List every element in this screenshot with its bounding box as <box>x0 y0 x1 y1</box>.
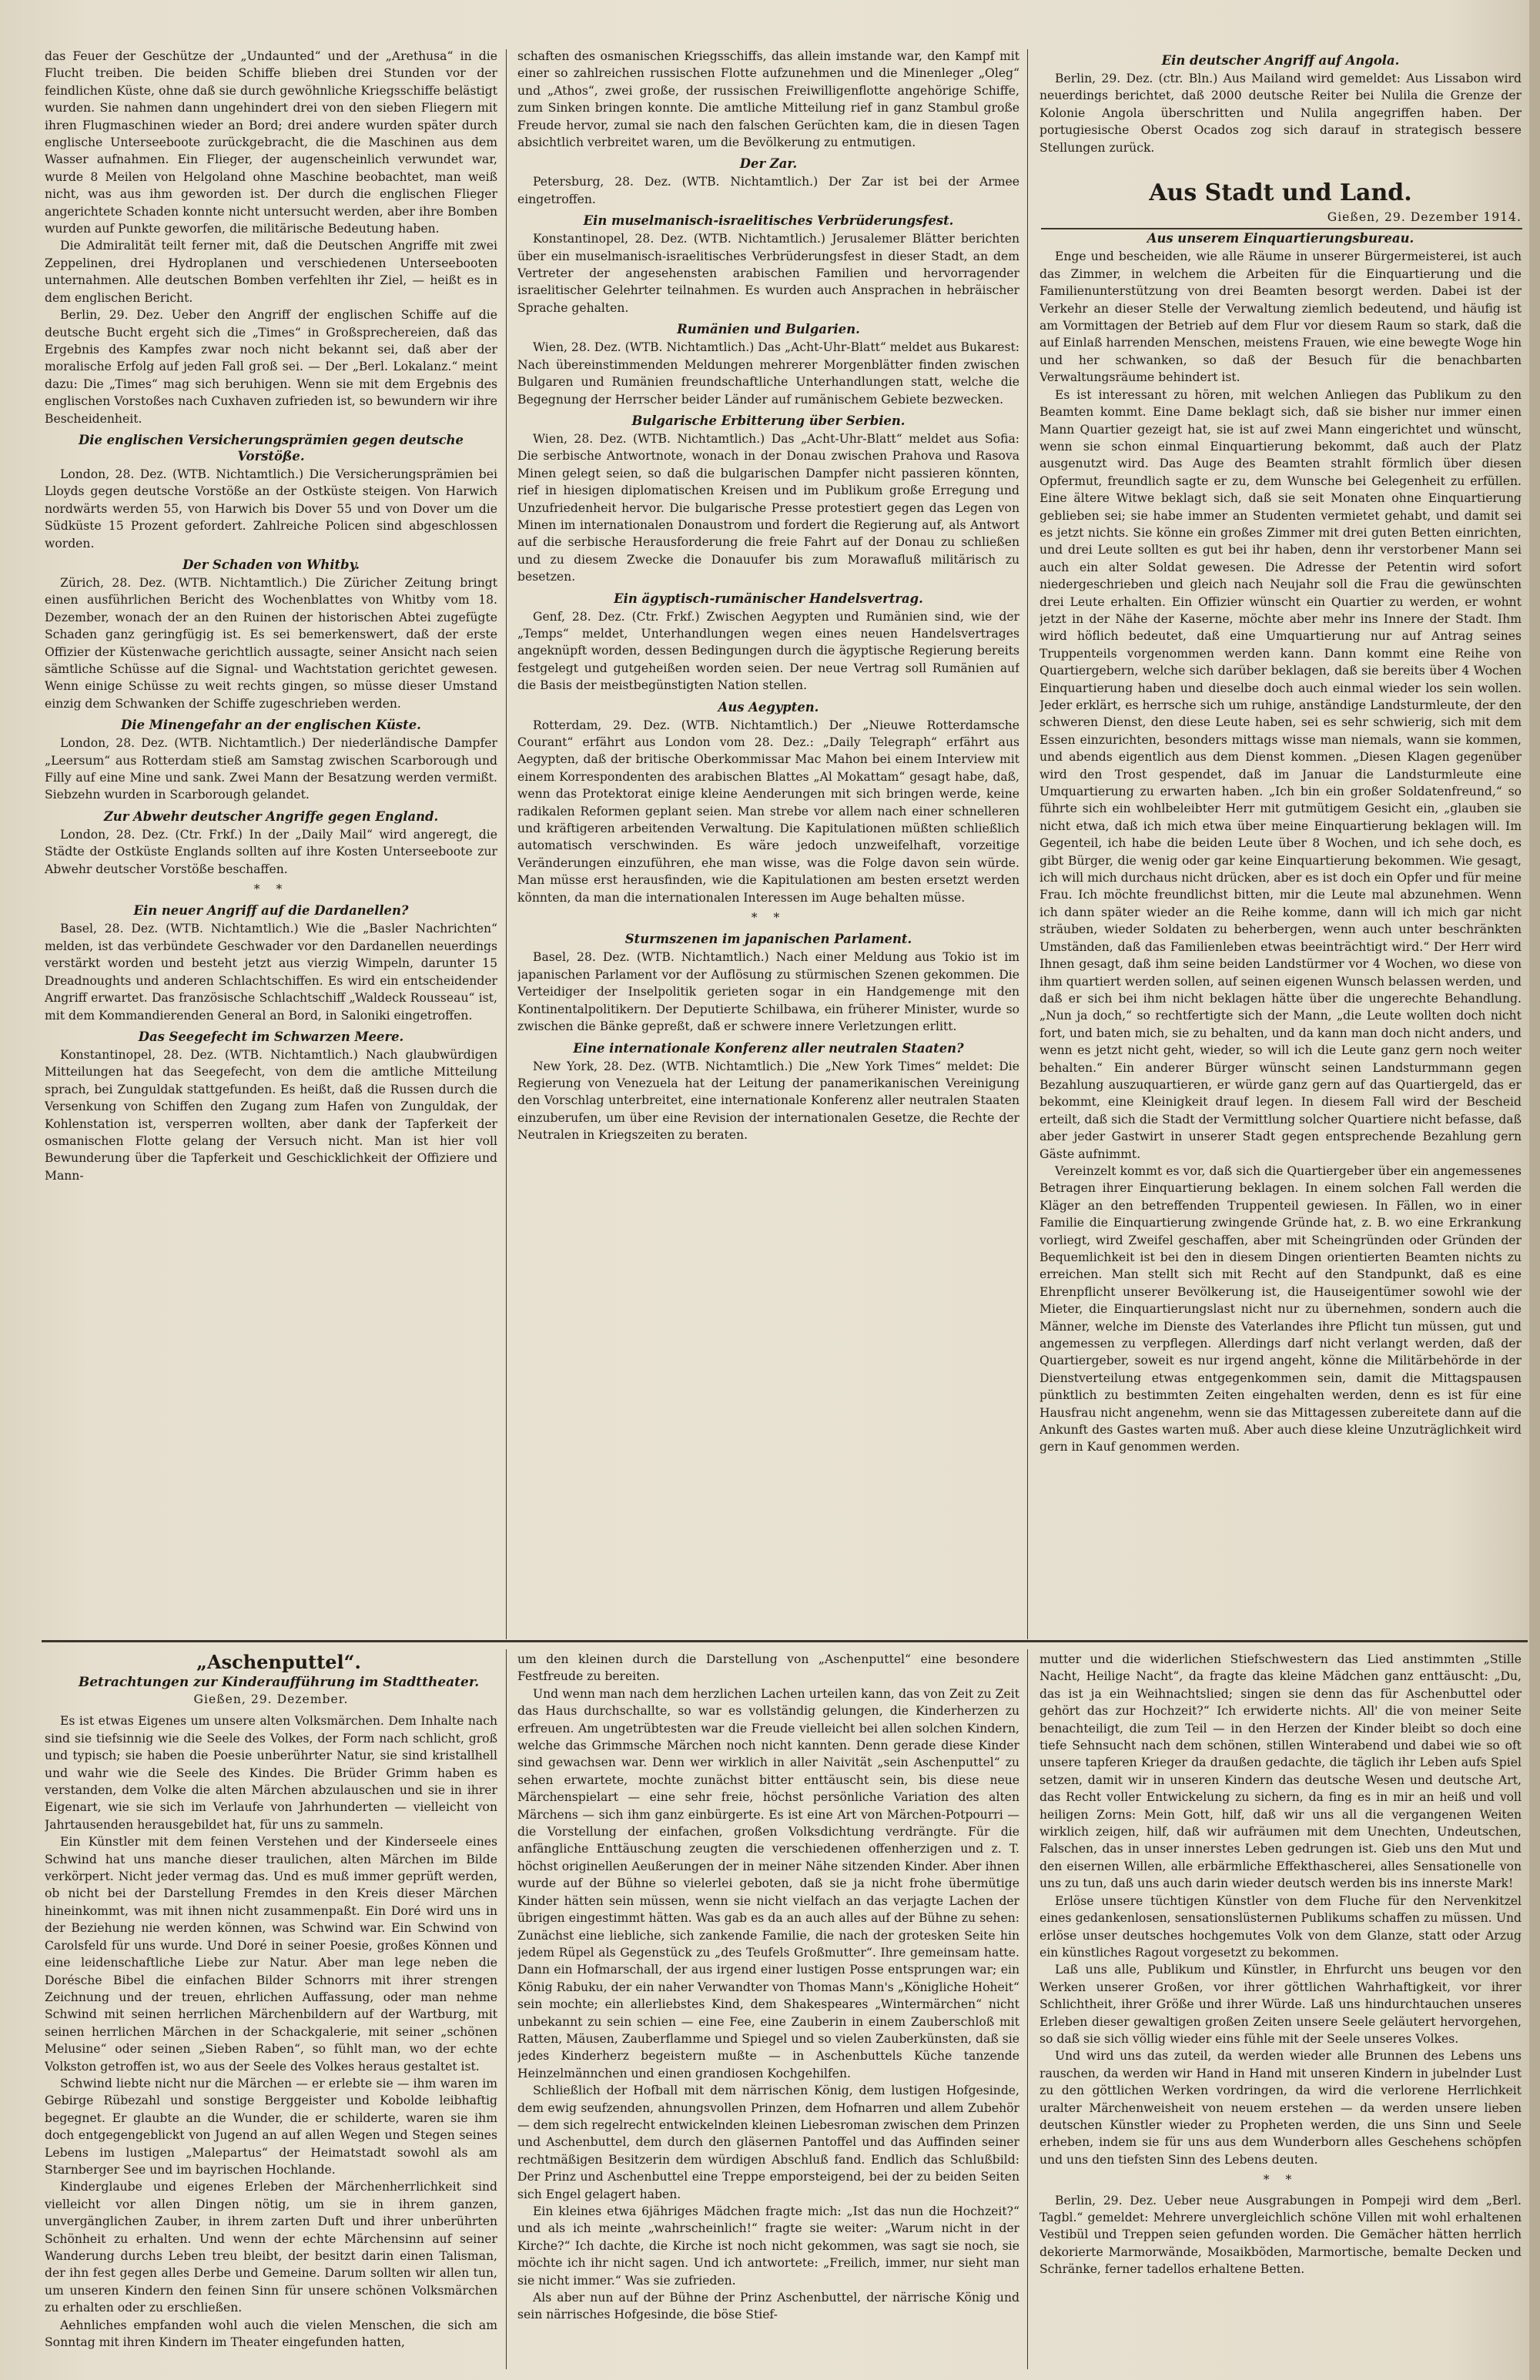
article-paragraph: Vereinzelt kommt es vor, daß sich die Quartiergeber über ein angemessenes Betragen ihrer Einquartierung beklagen. In einem solchen Fall werden die Kläger an den betreffenden Truppenteil gewiesen. In Fällen, wo in einer Familie die Einquartierung zwingende Gründe hat, z. B. wo eine Erkrankung vorliegt, wird Zweifel geschaffen, aber mit Scheingründen oder Gründen der Bequemlichkeit ist bei den in diesem Dingen orientierten Beamten nichts zu erreichen. Man stellt sich mit Recht auf den Standpunkt, daß es eine Ehrenpflicht unserer Bevölkerung ist, die Hauseigentümer sowohl wie der Mieter, die Einquartierungslast nicht nur zu übernehmen, sondern auch die Männer, welche im Dienste des Vaterlandes ihre Pflicht tun müssen, gut und angemessen zu verpflegen. Allerdings darf nicht verlangt werden, daß der Quartiergeber, soweit es nur irgend angeht, könne die Militärbehörde in der Dienstverteilung etwas entgegenkommen sein, damit die Mittagspausen pünktlich zu bestimmten Zeiten eingehalten werden, denn es ist für eine Hausfrau nicht angenehm, wenn sie das Mittagessen zubereitete dann auf die Ankunft des Gastes warten muß. Aber auch diese kleine Unzuträglichkeit wird gern in Kauf genommen werden. <box>1040 1163 1522 1454</box>
dateline: Gießen, 29. Dezember 1914. <box>1327 210 1522 225</box>
article-heading: Das Seegefecht im Schwarzen Meere. <box>138 1029 404 1044</box>
feuilleton-paragraph: Als aber nun auf der Bühne der Prinz Aschenbuttel, der närrische König und sein närrisches Hofgesinde, die böse Stief- <box>517 2291 1019 2322</box>
feuilleton-column-1 <box>45 1651 497 2367</box>
article-paragraph: Basel, 28. Dez. (WTB. Nichtamtlich.) Nach einer Meldung aus Tokio ist im japanischen Parlament vor der Auflösung zu stürmischen Szenen gekommen. Die Verteidiger der Inselpolitik gerieten sogar in ein Handgemenge mit den Kontinentalpolitikern. Der Deputierte Schilbawa, ein früherer Minister, wurde so zwischen die Bänke gepreßt, daß er schwere innere Verletzungen erlitt. <box>517 950 1019 1034</box>
article-paragraph: Konstantinopel, 28. Dez. (WTB. Nichtamtlich.) Nach glaubwürdigen Mitteilungen hat das Seegefecht, von dem die amtliche Mitteilung sprach, bei Zunguldak stattgefunden. Es heißt, daß die Russen durch die Versenkung von Schiffen den Zugang zum Hafen von Zunguldak, der Kohlenstation ist, versperren wollten, aber dank der Tapferkeit der osmanischen Flotte gelang der Versuch nicht. Man ist hier voll Bewunderung über die Tapferkeit und Geschicklichkeit der Offiziere und Mann- <box>45 1047 497 1183</box>
column-rule <box>506 49 507 1639</box>
article-paragraph: das Feuer der Geschütze der „Undaunted“ und der „Arethusa“ in die Flucht treiben. Die beiden Schiffe blieben drei Stunden vor der feindlichen Küste, ohne daß sie durch gewöhnliche Kriegsschiffe belästigt wurden. Sie nahmen dann ungehindert drei von den sieben Fliegern mit ihren Flugmaschinen wieder an Bord; drei andere wurden später durch englische Unterseeboote zurückgebracht, die die Maschinen aus dem Wasser aufnahmen. Ein Flieger, der augenscheinlich verwundet war, wurde 8 Meilen von Helgoland ohne Maschine beobachtet, man weiß nicht, was aus ihm geworden ist. Der durch die englischen Flieger angerichtete Schaden konnte nicht untersucht werden, aber ihre Bomben wurden auf Punkte geworfen, die militärische Bedeutung haben. <box>45 49 497 236</box>
feuilleton-paragraph: Und wird uns das zuteil, da werden wieder alle Brunnen des Lebens uns rauschen, da werden wir Hand in Hand mit unseren Kindern in jubelnder Lust zu den göttlichen Werken vordringen, da wird die verlorene Herrlichkeit uralter Märchenweisheit von neuem erstehen — da werden unsere lieben deutschen Künstler wieder zu Propheten werden, die uns Sinn und Seele erheben, indem sie für uns aus dem Wunderborn alles Geschehens schöpfen und uns den tiefsten Sinn des Lebens deuten. <box>1040 2049 1522 2167</box>
article-heading: Der Zar. <box>739 156 798 172</box>
article-heading: Bulgarische Erbitterung über Serbien. <box>631 413 906 428</box>
article-paragraph: Rotterdam, 29. Dez. (WTB. Nichtamtlich.) Der „Nieuwe Rotterdamsche Courant“ erfährt aus London vom 28. Dez.: „Daily Telegraph“ erfährt aus Aegypten, daß der britische Oberkommissar Mac Mahon bei einem Interview mit einem Korrespondenten des arabischen Blattes „Al Mokattam“ gesagt habe, daß, wenn das Protektorat einige kleine Aenderungen mit sich bringen werde, keine radikalen Reformen geplant seien. Man strebe vor allem nach einer schnelleren und kräftigeren arbeitenden Verwaltung. Die Kapitulationen müßten schließlich automatisch verschwinden. Es wäre jedoch unzweifelhaft, vorzeitige Veränderungen einzuführen, ehe man wisse, was die Folge davon sein würde. Man müsse erst herausfinden, wie die Kapitulationen am besten ersetzt werden könnten, da man die internationalen Interessen im Auge behalten müsse. <box>517 718 1019 905</box>
feuilleton-column-3 <box>1040 1651 1522 2367</box>
feuilleton-paragraph: Ein kleines etwa 6jähriges Mädchen fragte mich: „Ist das nun die Hochzeit?“ und als ich meinte „wahrscheinlich!“ fragte sie weiter: „Warum nicht in der Kirche?“ Ich dachte, die Kirche ist noch nicht gekommen, was sagt sie noch, sie möchte ich ihr nicht sagen. Und ich antwortete: „Freilich, immer, nur sieht man sie nicht immer.“ Was sie zufrieden. <box>517 2204 1019 2288</box>
article-heading: Ein muselmanisch-israelitisches Verbrüderungsfest. <box>583 213 954 229</box>
feuilleton-paragraph: Erlöse unsere tüchtigen Künstler von dem Fluche für den Nervenkitzel eines gedankenlosen, sensationslüsternen Publikums schaffen zu müssen. Und erlöse unser deutsches hochgemutes Volk von dem Glanze, statt oder Arzug ein künstliches Ragout vorgesetzt zu bekommen. <box>1040 1893 1522 1960</box>
article-heading: Ein ägyptisch-rumänischer Handelsvertrag. <box>614 591 923 606</box>
article-paragraph: Es ist interessant zu hören, mit welchen Anliegen das Publikum zu den Beamten kommt. Eine Dame beklagt sich, daß sie bisher nur immer einen Mann Quartier gezeigt hat, sie ist auf zwei Mann eingerichtet und wünscht, wenn sie schon einmal Einquartierung bekommt, daß auch der Platz ausgenutzt wird. Das Auge des Beamten strahlt förmlich über diesen Opfermut, freundlich sagte er zu, dem Wunsche bei Gelegenheit zu erfüllen. Eine ältere Witwe beklagt sich, daß sie seit Monaten ohne Einquartierung geblieben sei; sie habe immer an Studenten vermietet gehabt, und damit sei es jetzt nichts. Sie könne ein großes Zimmer mit drei guten Betten einrichten, und drei Leute sollten es gut bei ihr haben, denn ihr verstorbener Mann sei auch ein alter Soldat gewesen. Die Adresse der Petentin wird sofort niedergeschrieben und gleich nach Neujahr soll die Frau die gewünschten drei Leute erhalten. Ein Offizier wünscht ein Quartier zu werden, er wohnt jetzt in der Nähe der Kaserne, möchte aber mehr ins Innere der Stadt. Ihm wird höflich bedeutet, daß eine Umquartierung nur auf Antrag seines Truppenteils vorgenommen werden kann. Dann kommt eine Reihe von Quartiergebern, welche sich darüber beklagen, daß sie bereits über 4 Wochen Einquartierung haben und dieselbe doch auch einmal wieder los sein wollen. Jeder erklärt, es herrsche sich um ruhige, anständige Landsturmleute, der den schweren Dienst, den diese Leute haben, sei es sehr schwierig, sich mit dem Essen einzurichten, besonders mittags wisse man niemals, wann sie kommen, und abends eigentlich aus dem Dienst kommen. „Diesen Klagen gegenüber wird den Trost gespendet, daß im Januar die Landsturmleute eine Umquartierung zu erwarten haben. „Ich bin ein großer Soldatenfreund,“ so führte sich ein wohlbeleibter Herr mit gutmütigem Gesicht ein, „glauben sie nicht etwa, daß ich mich etwa über meine Einquartierung beklagen will. Im Gegenteil, ich habe die beiden Leute über 8 Wochen, und ich sehe doch, es gibt Bürger, die wenig oder gar keine Einquartierung bekommen. Wie gesagt, ich will mich durchaus nicht drücken, aber es ist doch ein Opfer und für meine Frau. Ich möchte freundlichst bitten, mir die Leute mal abzunehmen. Wenn ich dann später wieder an die Reihe komme, dann will ich mich gar nicht sträuben, wieder Soldaten zu beherbergen, wenn auch unter beschränkten Umständen, daß das Familienleben etwas beeinträchtigt wird.“ Der Herr wird Ihnen gesagt, daß ihm seine beiden Landstürmer vor 4 Wochen, wo diese von ihm quartiert werden sollen, auf seinen eigenen Wunsch belassen werden, und daß er sich bei ihm nicht beklagen hätte über die ungerechte Behandlung. „Nun ja doch,“ so rechtfertigte sich der Mann, „die Leute wollten doch nicht fort, und baten mich, sie zu behalten, und da kann man doch nicht anders, und wenn es jetzt nicht geht, wieder, so will ich die Leute ganz gern noch weiter behalten.“ Ein anderer Bürger wünscht seinen Landsturmmann gegen Bezahlung auszuquartieren, er würde ganz gern auf das Quartiergeld, das er bekommt, eine Kleinigkeit drauf legen. In diesem Fall wird der Bescheid erteilt, daß sich die Stadt der Vermittlung solcher Quartiere nicht befasse, daß aber jeder Gastwirt in unserer Stadt gegen entsprechende Bezahlung gern Gäste aufnimmt. <box>1040 387 1522 1161</box>
article-paragraph: Enge und bescheiden, wie alle Räume in unserer Bürgermeisterei, ist auch das Zimmer, in welchem die Arbeiten für die Einquartierung und die Familienunterstützung von drei Beamten besorgt werden. Dabei ist der Verkehr an dieser Stelle der Verwaltung ziemlich bedeutend, und häufig ist am Vormittagen der Betrieb auf dem Flur vor diesem Raum so stark, daß die auf Einlaß harrenden Menschen, meistens Frauen, wie eine bewegte Woge hin und her schwanken, so daß der Besuch für die benachbarten Verwaltungsräume behindert ist. <box>1040 249 1522 385</box>
separator-stars: * * <box>253 882 289 897</box>
article-paragraph: London, 28. Dez. (WTB. Nichtamtlich.) Die Versicherungsprämien bei Lloyds gegen deutsche Vorstöße an der Ostküste steigen. Von Harwich nordwärts werden 55, von Harwich bis Dover 55 und von Dover um die Südküste 15 Prozent gefordert. Zahlreiche Policen sind abgeschlossen worden. <box>45 467 497 551</box>
feuilleton-paragraph: Laß uns alle, Publikum und Künstler, in Ehrfurcht uns beugen vor den Werken unserer Großen, vor ihrer göttlichen Wahrhaftigkeit, vor ihrer Schlichtheit, ihrer Größe und ihrer Würde. Laß uns hindurchtauchen unseres Erleben dieser gewaltigen großen Zeiten unsere Seele geläutert hervorgehen, so daß sie sich völlig wieder eins fühle mit der Seele unseres Volkes. <box>1040 1963 1522 2046</box>
article-heading: Der Schaden von Whitby. <box>182 557 360 572</box>
column-2 <box>517 48 1019 1635</box>
feuilleton-paragraph: Ein Künstler mit dem feinen Verstehen und der Kinderseele eines Schwind hat uns manche dieser traulichen, alten Märchen im Bilde verkörpert. Nicht jeder vermag das. Und es muß immer geprüft werden, ob nicht bei der Darstellung Fremdes in den Kreis dieser Märchen hineinkommt, was mit ihnen nicht zusammenpaßt. Ein Doré wird uns in der Beziehung nie werden können, was Schwind war. Ein Schwind von Carolsfeld für uns wurde. Und Doré in seiner Poesie, großes Können und eine leidenschaftliche Liebe zur Natur. Aber man lege neben die Dorésche Bibel die einfachen Bilder Schnorrs mit ihrer strengen Zeichnung und der treuen, ehrlichen Auffassung, oder man nehme Schwind mit seinen herrlichen Märchenbildern auf der Wartburg, mit seinen herrlichen Märchen in der Schackgalerie, mit seiner „schönen Melusine“ oder seinen „Sieben Raben“, so fühlt man, wo der echte Volkston getroffen ist, wo aus der Seele des Volkes heraus gestaltet ist. <box>45 1835 497 2074</box>
article-paragraph: Basel, 28. Dez. (WTB. Nichtamtlich.) Wie die „Basler Nachrichten“ melden, ist das verbündete Geschwader vor den Dardanellen neuerdings verstärkt worden und besteht jetzt aus vierzig Wimpeln, darunter 15 Dreadnoughts und anderen Schlachtschiffen. Es wird ein entscheidender Angriff erwartet. Das französische Schlachtschiff „Waldeck Rousseau“ ist, mit dem Kommandierenden General an Bord, in Saloniki eingetroffen. <box>45 922 497 1023</box>
feuilleton-title: „Aschenputtel“. <box>196 1651 361 1673</box>
feuilleton-rule <box>42 1640 1528 1642</box>
binding-edge <box>1529 0 1540 2380</box>
separator-stars: * * <box>751 911 786 926</box>
article-heading: Die Minengefahr an der englischen Küste. <box>121 718 421 733</box>
feuilleton-paragraph: Und wenn man nach dem herzlichen Lachen urteilen kann, das von Zeit zu Zeit das Haus durchschallte, so war es vollständig gelungen, die Kinderherzen zu erfreuen. Am ungetrübtesten war die Freude vielleicht bei allen solchen Kindern, welche das Grimmsche Märchen noch nicht kannten. Denn gerade diese Kinder sind gewachsen war. Denn wer wirklich in aller Naivität „sein Aschenputtel“ zu sehen erwartete, mochte zunächst bitter enttäuscht sein, bis diese neue Märchenspielart — eine sehr freie, höchst persönliche Variation des alten Märchens — sich ihm ganz einbürgerte. Es ist eine Art von Märchen-Potpourri — die Vorstellung der einfachen, großen Volksdichtung verdrängte. Für die anfängliche Enttäuschung zeugten die verschiedenen offenherzigen und z. T. höchst originellen Aeußerungen der in meiner Nähe sitzenden Kinder. Aber ihnen wurde auf der Bühne so vielerlei geboten, daß sie ja nicht frohe übermütige Kinder hätten sein müssen, wenn sie nicht vielfach an das verjagte Lachen der übrigen eingestimmt hätten. Was gab es da an auch alles auf der Bühne zu sehen: Zunächst eine liebliche, sich zankende Familie, die nach der grotesken Seite hin jedem Rüpel als Gegenstück zu „des Teufels Großmutter“. Ihre gemeinsam hatte. Dann ein Hofmarschall, der aus irgend einer lustigen Posse entsprungen war; ein König Rabuku, der ein naher Verwandter von Thomas Mann's „Königliche Hoheit“ sein mochte; ein allerliebstes Kind, dem Shakespeares „Wintermärchen“ nicht unbekannt zu sein schien — eine Fee, eine Zauberin in einem Zauberschloß mit Ratten, Mäusen, Zauberflamme und Spiegel und so vielen Zauberkünsten, daß sie jedes Kinderherz begeistern mußte — in Aschenbuttels Küche tanzende Heinzelmännchen und einen grandiosen Kochgehilfen. <box>517 1686 1019 2080</box>
article-paragraph: Berlin, 29. Dez. (ctr. Bln.) Aus Mailand wird gemeldet: Aus Lissabon wird neuerdings berichtet, daß 2000 deutsche Reiter bei Nulila die Grenze der Kolonie Angola überschritten und Nulila angegriffen haben. Der portugiesische Oberst Ocados zog sich darauf in strategisch bessere Stellungen zurück. <box>1040 72 1522 155</box>
column-rule <box>1027 49 1028 1639</box>
article-paragraph: Genf, 28. Dez. (Ctr. Frkf.) Zwischen Aegypten und Rumänien sind, wie der „Temps“ meldet, Unterhandlungen wegen eines neuen Handelsvertrages angeknüpft worden, dessen Bedingungen durch die ägyptische Regierung bereits festgelegt und gutgeheißen worden seien. Der neue Vertrag soll Rumänien auf die Basis der meistbegünstigten Nation stellen. <box>517 609 1019 693</box>
article-heading: Ein neuer Angriff auf die Dardanellen? <box>133 903 409 919</box>
article-heading: Rumänien und Bulgarien. <box>677 322 860 337</box>
feuilleton-paragraph: Schließlich der Hofball mit dem närrischen König, dem lustigen Hofgesinde, dem ewig seufzenden, ahnungsvollen Prinzen, dem Hofnarren und allem Zubehör — dem sich regelrecht entwickelnden kleinen Liebesroman zwischen dem Prinzen und Aschenbuttel, dem durch den gläsernen Pantoffel und das Auffinden seiner rechtmäßigen Besitzerin dem würdigen Abschluß fand. Endlich das Schlußbild: Der Prinz und Aschenbuttel eine Treppe emporsteigend, bei der zu beiden Seiten sich Engel gelagert haben. <box>517 2084 1019 2201</box>
feuilleton-paragraph: Schwind liebte nicht nur die Märchen — er erlebte sie — ihm waren im Gebirge Rübezahl und sonstige Berggeister und Kobolde leibhaftig begegnet. Er glaubte an die Wunder, die er schilderte, waren sie ihm doch entgegengeblickt von Jugend an auf allen Wegen und Stegen seines Lebens im lustigen „Malepartus“ der Heimatstadt sowohl als am Starnberger See und im bayrischen Hochlande. <box>45 2076 497 2177</box>
feuilleton-dateline: Gießen, 29. Dezember. <box>193 1692 349 1706</box>
article-paragraph: schaften des osmanischen Kriegsschiffs, das allein imstande war, den Kampf mit einer so zahlreichen russischen Flotte aufzunehmen und die Minenleger „Oleg“ und „Athos“, zwei große, der russischen Freiwilligenflotte angehörige Schiffe, zum Sinken bringen konnte. Die amtliche Mitteilung rief in ganz Stambul große Freude hervor, zumal sie nach den falschen Gerüchten kam, die in diesen Tagen absichtlich verbreitet waren, um die Bevölkerung zu entmutigen. <box>517 49 1019 150</box>
article-heading: Sturmszenen im japanischen Parlament. <box>624 932 912 947</box>
separator-stars: * * <box>1263 2173 1298 2188</box>
article-paragraph: Zürich, 28. Dez. (WTB. Nichtamtlich.) Die Züricher Zeitung bringt einen ausführlichen Bericht des Wochenblattes von Whitby vom 18. Dezember, wonach der an den Ruinen der historischen Abtei zugefügte Schaden ganz geringfügig ist. Es sei bemerkenswert, daß der erste Offizier der Küstenwache gerichtlich aussagte, seiner Ansicht nach seien sämtliche Schüsse auf die Signal- und Wachtstation gerichtet gewesen. Wenn einige Schüsse zu weit rechts gingen, so müsse dieser Umstand einzig dem Schwanken der Schiffe zugeschrieben werden. <box>45 575 497 711</box>
feuilleton-paragraph: Kinderglaube und eigenes Erleben der Märchenherrlichkeit sind vielleicht vor allen Dingen nötig, um sie in ihrem ganzen, unvergänglichen Zauber, in ihrem zarten Duft und ihrer unberührten Schönheit zu erhalten. Und wenn der echte Märchensinn auf seiner Wanderung durchs Leben treu bleibt, der besitzt darin einen Talisman, der ihn fest gegen alles Derbe und Gemeine. Darum sollten wir allen tun, um unseren Kindern den feinen Sinn für unsere schönen Volksmärchen zu erhalten oder zu erschließen. <box>45 2180 497 2315</box>
section-title: Aus Stadt und Land. <box>1149 179 1412 207</box>
article-paragraph: London, 28. Dez. (WTB. Nichtamtlich.) Der niederländische Dampfer „Leersum“ aus Rotterdam stieß am Samstag zwischen Scarborough und Filly auf eine Mine und sank. Zwei Mann der Besatzung werden vermißt. Siebzehn wurden in Scarborough gelandet. <box>45 736 497 802</box>
article-paragraph: New York, 28. Dez. (WTB. Nichtamtlich.) Die „New York Times“ meldet: Die Regierung von Venezuela hat der Leitung der panamerikanischen Vereinigung den Vorschlag unterbreitet, eine internationale Konferenz aller neutralen Staaten einzuberufen, um über eine Revision der internationalen Gesetze, die Rechte der Neutralen in Kriegszeiten zu beraten. <box>517 1059 1019 1143</box>
feuilleton-paragraph: um den kleinen durch die Darstellung von „Aschenputtel“ eine besondere Festfreude zu bereiten. <box>517 1652 1019 1684</box>
column-rule <box>1027 1649 1028 2369</box>
article-heading: Ein deutscher Angriff auf Angola. <box>1161 53 1400 68</box>
feuilleton-paragraph: Berlin, 29. Dez. Ueber neue Ausgrabungen in Pompeji wird dem „Berl. Tagbl.“ gemeldet: Mehrere unvergleichlich schöne Villen mit wohl erhaltenen Vestibül und Treppen seien gefunden worden. Die Gemächer hätten herrlich dekorierte Marmorwände, Mosaikböden, Marmortische, bemalte Decken und Schränke, ferner tadellos erhaltene Betten. <box>1040 2193 1522 2277</box>
feuilleton-subtitle: Betrachtungen zur Kinderaufführung im Stadttheater. <box>78 1675 480 1690</box>
article-paragraph: Petersburg, 28. Dez. (WTB. Nichtamtlich.) Der Zar ist bei der Armee eingetroffen. <box>517 175 1019 206</box>
article-heading: Die englischen Versicherungsprämien gegen deutsche Vorstöße. <box>79 432 464 464</box>
feuilleton-paragraph: Es ist etwas Eigenes um unsere alten Volksmärchen. Dem Inhalte nach sind sie tiefsinnig wie die Seele des Volkes, der Form nach schlicht, groß und typisch; sie haben die Poesie unberührter Natur, sie sind kristallhell und wahr wie die Seele des Kindes. Die Brüder Grimm haben es verstanden, dem Volke die alten Märchen abzulauschen und sie in ihrer Eigenart, wie sie sich im Verlaufe von Jahrhunderten — vielleicht von Jahrtausenden herausgebildet hat, für uns zu sammeln. <box>45 1714 497 1832</box>
article-heading: Aus Aegypten. <box>718 699 819 715</box>
feuilleton-paragraph: mutter und die widerlichen Stiefschwestern das Lied anstimmten „Stille Nacht, Heilige Nacht“, da fragte das kleine Mädchen ganz enttäuscht: „Du, das ist ja ein Weihnachtslied; singen sie denn das für Aschenbuttel oder gehört das zur Hochzeit?“ Ich erwiderte nichts. All' die von meiner Seite benachteiligt, die zum Teil — in den Herzen der Kinder bleibt so doch eine tiefe Sehnsucht nach dem schönen, stillen Winterabend und dabei wie so oft unsere tapferen Krieger da draußen gedachte, die täglich ihr Leben aufs Spiel setzen, damit wir in unseren Kindern das deutsche Wesen und deutsche Art, das Recht voller Entwickelung zu sichern, da fing es in mir an heiß und voll heiligen Zorns: Mein Gott, hilf, daß wir uns all die vergangenen Weiten wirklich zeigen, hilf, daß wir aufräumen mit dem Unechten, Undeutschen, Falschen, das in unser innerstes Leben gedrungen ist. Gieb uns den Mut und den eisernen Willen, alle erbärmliche Effekthascherei, alles Sensationelle von uns zu tun, daß uns auch darin wieder deutsch werden bis ins innerste Mark! <box>1040 1652 1522 1891</box>
article-heading: Zur Abwehr deutscher Angriffe gegen England. <box>103 808 439 824</box>
column-rule <box>506 1649 507 2369</box>
article-paragraph: Konstantinopel, 28. Dez. (WTB. Nichtamtlich.) Jerusalemer Blätter berichten über ein muselmanisch-israelitisches Verbrüderungsfest in dieser Stadt, an dem Vertreter der angesehensten arabischen Familien und hervorragender israelitischer Gelehrter teilnahmen. Es wurden auch Ansprachen in hebräischer Sprache gehalten. <box>517 232 1019 315</box>
feuilleton-column-2 <box>517 1651 1019 2367</box>
article-paragraph: Wien, 28. Dez. (WTB. Nichtamtlich.) Das „Acht-Uhr-Blatt“ meldet aus Bukarest: Nach übereinstimmenden Meldungen mehrerer Morgenblätter finden zwischen Bulgaren und Rumänien freundschaftliche Unterhandlungen statt, welche die Begegnung der Herrscher beider Länder auf rumänischem Gebiete bezwecken. <box>517 340 1019 407</box>
feuilleton-paragraph: Aehnliches empfanden wohl auch die vielen Menschen, die sich am Sonntag mit ihren Kindern im Theater eingefunden hatten, <box>45 2318 497 2350</box>
column-1 <box>45 48 497 1635</box>
article-paragraph: Die Admiralität teilt ferner mit, daß die Deutschen Angriffe mit zwei Zeppelinen, drei Hydroplanen und verschiedenen Unterseebooten unternahmen. Alle deutschen Bomben verfehlten ihr Ziel, — heißt es in dem englischen Bericht. <box>45 239 497 305</box>
article-heading: Eine internationale Konferenz aller neutralen Staaten? <box>573 1040 964 1056</box>
article-heading: Aus unserem Einquartierungsbureau. <box>1147 231 1414 246</box>
article-paragraph: Wien, 28. Dez. (WTB. Nichtamtlich.) Das „Acht-Uhr-Blatt“ meldet aus Sofia: Die serbische Antwortnote, wonach in der Donau zwischen Prahova und Rasova Minen gelegt seien, so daß die bulgarischen Dampfer nicht passieren könnten, rief in hiesigen diplomatischen Kreisen und im Publikum große Erregung und Unzufriedenheit hervor. Die bulgarische Presse protestiert gegen das Legen von Minen im internationalen Donaustrom und fordert die Regierung auf, als Antwort auf die serbische Herausforderung die freie Fahrt auf der Donau zu schließen und zu diesem Zwecke die Donauufer bis zum Morawafluß militärisch zu besetzen. <box>517 431 1019 584</box>
article-paragraph: London, 28. Dez. (Ctr. Frkf.) In der „Daily Mail“ wird angeregt, die Städte der Ostküste Englands sollten auf ihre Kosten Unterseeboote zur Abwehr deutscher Vorstöße beschaffen. <box>45 827 497 876</box>
column-3 <box>1040 48 1522 1635</box>
article-paragraph: Berlin, 29. Dez. Ueber den Angriff der englischen Schiffe auf die deutsche Bucht ergeht sich die „Times“ in Großsprechereien, daß das Ergebnis des Kampfes zwar noch nicht bekannt sei, daß aber der moralische Erfolg auf jeden Fall groß sei. — Der „Berl. Lokalanz.“ meint dazu: Die „Times“ mag sich beruhigen. Wenn sie mit dem Ergebnis des englischen Vorstoßes nach Cuxhaven zufrieden ist, so bewundern wir ihre Bescheidenheit. <box>45 308 497 426</box>
